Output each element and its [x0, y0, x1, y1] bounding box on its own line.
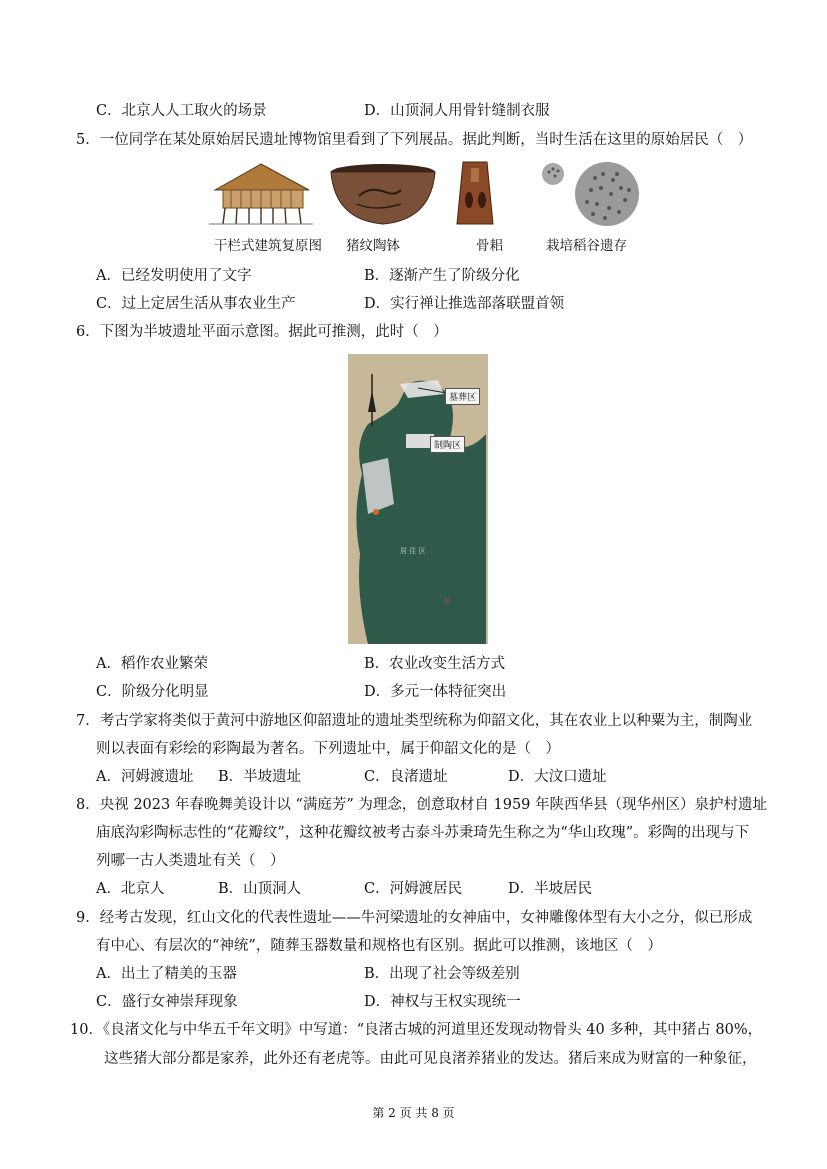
q6-option-b: B．农业改变生活方式: [364, 656, 506, 672]
q4-option-d: D．山顶洞人用骨针缝制衣服: [364, 103, 550, 119]
q6-option-d: D．多元一体特征突出: [364, 684, 507, 700]
q5-option-b: B．逐渐产生了阶级分化: [364, 268, 520, 284]
q7-option-b: B．半坡遗址: [218, 769, 302, 785]
q8-line-3: 列哪一古人类遗址有关（ ）: [96, 853, 285, 869]
page-footer: 第 2 页 共 8 页: [372, 1106, 455, 1120]
q9-option-b: B．出现了社会等级差别: [364, 966, 520, 982]
q8-option-c: C．河姆渡居民: [364, 881, 463, 897]
pig-pattern-pottery-image: [329, 162, 437, 226]
q8-line-1: 8．央视 2023 年春晚舞美设计以 “满庭芳” 为理念，创意取材自 1959 年陕西华县（现华州区）泉护村遗址: [76, 797, 768, 813]
q7-option-a: A．河姆渡遗址: [96, 769, 194, 785]
q8-line-2: 庙底沟彩陶标志性的“花瓣纹”，这种花瓣纹被考古泰斗苏秉琦先生称之为“华山玫瑰”。彩陶的出现与下: [96, 825, 750, 841]
q9-option-d: D．神权与王权实现统一: [364, 994, 521, 1010]
q9-line-2: 有中心、有层次的“神统”，随葬玉器数量和规格也有区别。据此可以推测，该地区（ ）: [96, 938, 662, 954]
stilt-house-image: [205, 160, 317, 228]
rice-grain-remains-image: [539, 160, 639, 226]
q4-option-c: C．北京人人工取火的场景: [96, 103, 267, 119]
q9-option-a: A．出土了精美的玉器: [96, 966, 237, 982]
q7-line-2: 则以表面有彩绘的彩陶最为著名。下列遗址中，属于仰韶文化的是（ ）: [96, 741, 560, 757]
q5-option-d: D．实行禅让推选部落联盟首领: [364, 296, 565, 312]
q5-caption-rice: 栽培稻谷遗存: [546, 238, 627, 254]
q5-caption-bone-spade: 骨耜: [476, 238, 503, 254]
q8-option-d: D．半坡居民: [508, 881, 593, 897]
bone-spade-image: [449, 160, 503, 228]
q8-option-a: A．北京人: [96, 881, 165, 897]
q5-option-a: A．已经发明使用了文字: [96, 268, 252, 284]
q5-option-c: C．过上定居生活从事农业生产: [96, 296, 296, 312]
q6-stem: 6．下图为半坡遗址平面示意图。据此可推测，此时（ ）: [76, 324, 448, 340]
q8-option-b: B．山顶洞人: [218, 881, 302, 897]
map-label-cemetery: 墓葬区: [445, 388, 480, 405]
q5-stem: 5．一位同学在某处原始居民遗址博物馆里看到了下列展品。据此判断，当时生活在这里的原始居民（ ）: [76, 132, 753, 148]
banpo-site-map: [348, 354, 488, 644]
map-label-pottery: 制陶区: [430, 436, 465, 453]
q10-line-2: 这些猪大部分都是家养，此外还有老虎等。由此可见良渚养猪业的发达。猪后来成为财富的一种象征，: [104, 1051, 757, 1067]
q7-option-c: C．良渚遗址: [364, 769, 448, 785]
q9-line-1: 9．经考古发现，红山文化的代表性遗址——牛河梁遗址的女神庙中，女神雕像体型有大小之分，似已形成: [76, 910, 753, 926]
q5-exhibit-images: [205, 160, 645, 240]
q6-option-a: A．稻作农业繁荣: [96, 656, 208, 672]
q9-option-c: C．盛行女神崇拜现象: [96, 994, 238, 1010]
q5-caption-pottery: 猪纹陶钵: [346, 238, 400, 254]
q10-line-1: 10．《良渚文化与中华五千年文明》中写道：“良渚古城的河道里还发现动物骨头 40 多种，其中猪占 80%，: [70, 1022, 763, 1038]
q5-caption-stilt-house: 干栏式建筑复原图: [214, 238, 322, 254]
map-label-residence: 居 住 区: [400, 547, 426, 555]
q6-option-c: C．阶级分化明显: [96, 684, 209, 700]
q7-option-d: D．大汶口遗址: [508, 769, 607, 785]
q7-line-1: 7．考古学家将类似于黄河中游地区仰韶遗址的遗址类型统称为仰韶文化，其在农业上以种粟为主，制陶业: [76, 713, 753, 729]
